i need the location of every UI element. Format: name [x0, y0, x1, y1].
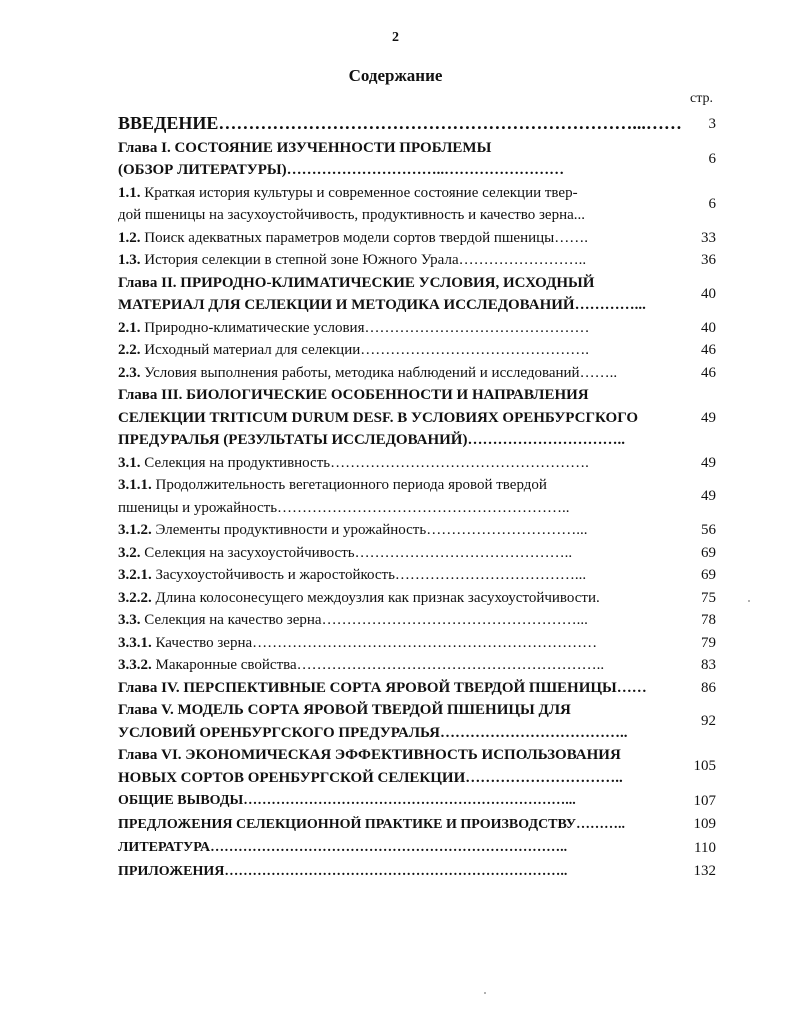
toc-line-text: пшеницы и урожайность………………………………………………….. — [118, 499, 570, 516]
toc-line-text: Глава II. ПРИРОДНО-КЛИМАТИЧЕСКИЕ УСЛОВИЯ, ИСХОДНЫЙ — [118, 274, 595, 291]
toc-entry-title — [118, 519, 670, 542]
toc-page-number: 79 — [701, 634, 716, 651]
toc-entry-title — [118, 272, 670, 317]
toc-line-text: Селекция на продуктивность……………………………………………. — [140, 454, 589, 471]
toc-entry-line — [118, 407, 670, 430]
toc-entry — [118, 249, 716, 272]
section-number: 3.2.1. — [118, 567, 152, 583]
toc-entry-line — [118, 519, 670, 542]
toc-entry — [118, 744, 716, 789]
toc-entry — [118, 677, 716, 700]
toc-line-text: Исходный материал для селекции………………………………………. — [140, 342, 590, 358]
toc-entry — [118, 384, 716, 452]
toc-line-text: Глава V. МОДЕЛЬ СОРТА ЯРОВОЙ ТВЕРДОЙ ПШЕНИЦЫ ДЛЯ — [118, 702, 571, 718]
toc-entry-line — [118, 699, 670, 722]
toc-line-text: Длина колосонесущего междоузлия как признак засухоустойчивости. — [151, 589, 600, 606]
toc-line-text: ЛИТЕРАТУРА………………………………………………………………….. — [118, 840, 568, 855]
toc-line-text: ПРИЛОЖЕНИЯ……………………………………………………………….. — [118, 863, 568, 879]
toc-page-number: 132 — [693, 863, 716, 879]
toc-entry-line — [118, 813, 670, 837]
toc-entry-title — [118, 677, 670, 700]
toc-entry-line — [118, 317, 670, 340]
toc-entry-title — [118, 137, 670, 182]
toc-entry — [118, 519, 716, 542]
toc-line-text: Глава III. БИОЛОГИЧЕСКИЕ ОСОБЕННОСТИ И НАПРАВЛЕНИЯ — [118, 387, 589, 403]
toc-entry-line — [118, 744, 670, 767]
toc-page-number: 107 — [693, 792, 716, 809]
toc-entry-title — [118, 542, 670, 565]
toc-page-number: 69 — [701, 567, 716, 583]
toc-entry-line — [118, 564, 670, 587]
toc-entry-title — [118, 813, 670, 837]
toc-line-text: (ОБЗОР ЛИТЕРАТУРЫ)…………………………..…………………… — [118, 162, 565, 178]
toc-entry-line — [118, 227, 670, 250]
toc-entry-line — [118, 112, 682, 137]
toc-entry-line — [118, 767, 670, 790]
toc-page-number: 78 — [701, 612, 716, 628]
toc-entry-title — [118, 836, 670, 860]
scan-speck — [748, 600, 750, 602]
toc-entry — [118, 272, 716, 317]
toc-entry-title — [118, 474, 670, 519]
toc-entry-line — [118, 836, 670, 860]
toc-entry — [118, 452, 716, 475]
toc-page-number: 46 — [701, 342, 716, 358]
toc-page-number: 40 — [701, 319, 716, 336]
toc-entry-title — [118, 654, 670, 677]
toc-entry — [118, 339, 716, 362]
toc-entry-title — [118, 587, 670, 610]
toc-page-number: 83 — [701, 657, 716, 673]
page-title: Содержание — [348, 66, 443, 85]
toc-line-text: История селекции в степной зоне Южного Урала…………………….. — [140, 252, 587, 268]
toc-entry-line — [118, 384, 670, 407]
toc-entry-title — [118, 789, 670, 813]
toc-line-text: Селекция на засухоустойчивость…………………………………….. — [140, 544, 573, 561]
toc-line-text: дой пшеницы на засухоустойчивость, продуктивность и качество зерна... — [118, 207, 586, 223]
toc-entry-title — [118, 362, 670, 385]
toc-entry — [118, 362, 716, 385]
toc-entry-line — [118, 587, 670, 610]
toc-line-text: УСЛОВИЙ ОРЕНБУРГСКОГО ПРЕДУРАЛЬЯ……………………………….. — [118, 724, 628, 741]
toc-line-text: ПРЕДЛОЖЕНИЯ СЕЛЕКЦИОННОЙ ПРАКТИКЕ И ПРОИЗВОДСТВУ……….. — [118, 816, 626, 832]
toc-entry-line — [118, 182, 670, 205]
toc-entry-title — [118, 564, 670, 587]
toc-entry — [118, 112, 716, 137]
toc-line-text: Глава VI. ЭКОНОМИЧЕСКАЯ ЭФФЕКТИВНОСТЬ ИСПОЛЬЗОВАНИЯ — [118, 747, 621, 763]
toc-line-text: ПРЕДУРАЛЬЯ (РЕЗУЛЬТАТЫ ИССЛЕДОВАНИЙ)………………………….. — [118, 432, 625, 448]
toc-page-number: 33 — [701, 229, 716, 246]
toc-page-number: 49 — [701, 454, 716, 471]
table-of-contents — [118, 112, 716, 883]
toc-page-number: 86 — [701, 679, 716, 696]
section-number: 2.1. — [118, 319, 141, 336]
toc-line-text: ОБЩИЕ ВЫВОДЫ……………………………………………………………... — [118, 793, 576, 808]
toc-entry — [118, 182, 716, 227]
toc-entry-line — [118, 452, 670, 475]
toc-entry-line — [118, 204, 670, 227]
toc-entry-title — [118, 609, 670, 632]
section-number: 3.3. — [118, 612, 141, 628]
section-number: 3.1. — [118, 454, 141, 471]
toc-line-text: Природно-климатические условия……………………………………… — [140, 319, 590, 336]
toc-entry — [118, 654, 716, 677]
toc-page-number: 6 — [708, 195, 716, 212]
toc-entry — [118, 836, 716, 860]
toc-entry — [118, 587, 716, 610]
toc-entry — [118, 564, 716, 587]
section-number: 3.2.2. — [118, 589, 152, 606]
toc-entry-line — [118, 632, 670, 655]
toc-entry-title — [118, 632, 670, 655]
toc-page-number: 69 — [701, 544, 716, 561]
toc-entry-line — [118, 339, 670, 362]
scan-speck — [484, 992, 486, 994]
toc-line-text: ВВЕДЕНИЕ……………………………………………………………...…… — [118, 113, 682, 133]
toc-line-text: СЕЛЕКЦИИ TRITICUM DURUM DESF. В УСЛОВИЯХ ОРЕНБУРСГКОГО — [118, 409, 639, 426]
toc-entry — [118, 609, 716, 632]
toc-line-text: Засухоустойчивость и жаростойкость………………………………... — [151, 567, 587, 583]
page-column-label: стр. — [690, 91, 714, 106]
section-number: 1.2. — [118, 229, 141, 246]
toc-page-number: 110 — [694, 839, 716, 856]
toc-page-number: 75 — [701, 589, 716, 606]
toc-entry-line — [118, 137, 670, 160]
page-number: 2 — [392, 30, 399, 45]
toc-page-number: 92 — [701, 713, 716, 730]
section-number: 2.3. — [118, 364, 141, 381]
toc-entry — [118, 789, 716, 813]
toc-entry-title — [118, 860, 670, 884]
toc-entry-line — [118, 609, 670, 632]
toc-line-text: Селекция на качество зерна……………………………………………... — [140, 612, 588, 628]
toc-line-text: Краткая история культуры и современное состояние селекции твер- — [140, 184, 578, 201]
toc-entry-line — [118, 497, 670, 520]
toc-line-text: Глава IV. ПЕРСПЕКТИВНЫЕ СОРТА ЯРОВОЙ ТВЕРДОЙ ПШЕНИЦЫ…… — [118, 679, 647, 696]
section-number: 3.2. — [118, 544, 141, 561]
toc-entry-line — [118, 249, 670, 272]
section-number: 3.1.1. — [118, 477, 152, 493]
toc-entry-line — [118, 474, 670, 497]
toc-line-text: Макаронные свойства…………………………………………………….. — [151, 657, 605, 673]
toc-line-text: МАТЕРИАЛ ДЛЯ СЕЛЕКЦИИ И МЕТОДИКА ИССЛЕДОВАНИЙ…………... — [118, 297, 646, 313]
toc-entry-title — [118, 744, 670, 789]
toc-entry-line — [118, 789, 670, 813]
toc-page-number: 109 — [693, 816, 716, 832]
toc-entry-title — [118, 227, 670, 250]
toc-entry-line — [118, 542, 670, 565]
toc-entry-line — [118, 429, 670, 452]
toc-entry-title — [118, 182, 670, 227]
section-number: 1.3. — [118, 252, 141, 268]
toc-line-text: Элементы продуктивности и урожайность…………………………... — [151, 522, 588, 538]
toc-entry-title — [118, 249, 670, 272]
toc-line-text: Продолжительность вегетационного периода яровой твердой — [151, 477, 547, 493]
toc-entry-title — [118, 317, 670, 340]
toc-page-number: 56 — [701, 522, 716, 538]
toc-page-number: 6 — [708, 150, 716, 167]
toc-entry-title — [118, 384, 670, 452]
toc-line-text: Поиск адекватных параметров модели сортов твердой пшеницы……. — [140, 229, 588, 246]
toc-page-number: 40 — [701, 285, 716, 302]
toc-entry — [118, 317, 716, 340]
toc-entry-title — [118, 112, 682, 137]
toc-entry — [118, 632, 716, 655]
section-number: 3.3.2. — [118, 657, 152, 673]
toc-entry-line — [118, 159, 670, 182]
toc-entry — [118, 860, 716, 884]
toc-entry-line — [118, 677, 670, 700]
toc-page-number: 36 — [701, 252, 716, 268]
toc-entry — [118, 699, 716, 744]
toc-entry — [118, 227, 716, 250]
toc-page-number: 49 — [701, 409, 716, 426]
toc-line-text: Глава I. СОСТОЯНИЕ ИЗУЧЕННОСТИ ПРОБЛЕМЫ — [118, 139, 492, 156]
toc-entry-line — [118, 860, 670, 884]
toc-entry — [118, 474, 716, 519]
toc-entry-line — [118, 272, 670, 295]
toc-page-number: 105 — [693, 758, 716, 775]
toc-line-text: НОВЫХ СОРТОВ ОРЕНБУРГСКОЙ СЕЛЕКЦИИ………………………….. — [118, 769, 623, 786]
toc-entry-title — [118, 339, 670, 362]
section-number: 1.1. — [118, 184, 141, 201]
toc-entry-title — [118, 452, 670, 475]
toc-entry-line — [118, 294, 670, 317]
toc-page-number: 3 — [708, 116, 716, 132]
toc-page-number: 46 — [701, 364, 716, 381]
toc-entry-line — [118, 362, 670, 385]
toc-entry — [118, 137, 716, 182]
section-number: 3.1.2. — [118, 522, 152, 538]
toc-entry-line — [118, 654, 670, 677]
toc-entry — [118, 542, 716, 565]
toc-line-text: Условия выполнения работы, методика наблюдений и исследований…….. — [140, 364, 618, 381]
toc-entry-line — [118, 722, 670, 745]
toc-page-number: 49 — [701, 488, 716, 505]
toc-line-text: Качество зерна…………………………………………………………… — [151, 634, 598, 651]
toc-entry-title — [118, 699, 670, 744]
section-number: 3.3.1. — [118, 634, 152, 651]
toc-entry — [118, 813, 716, 837]
section-number: 2.2. — [118, 342, 141, 358]
